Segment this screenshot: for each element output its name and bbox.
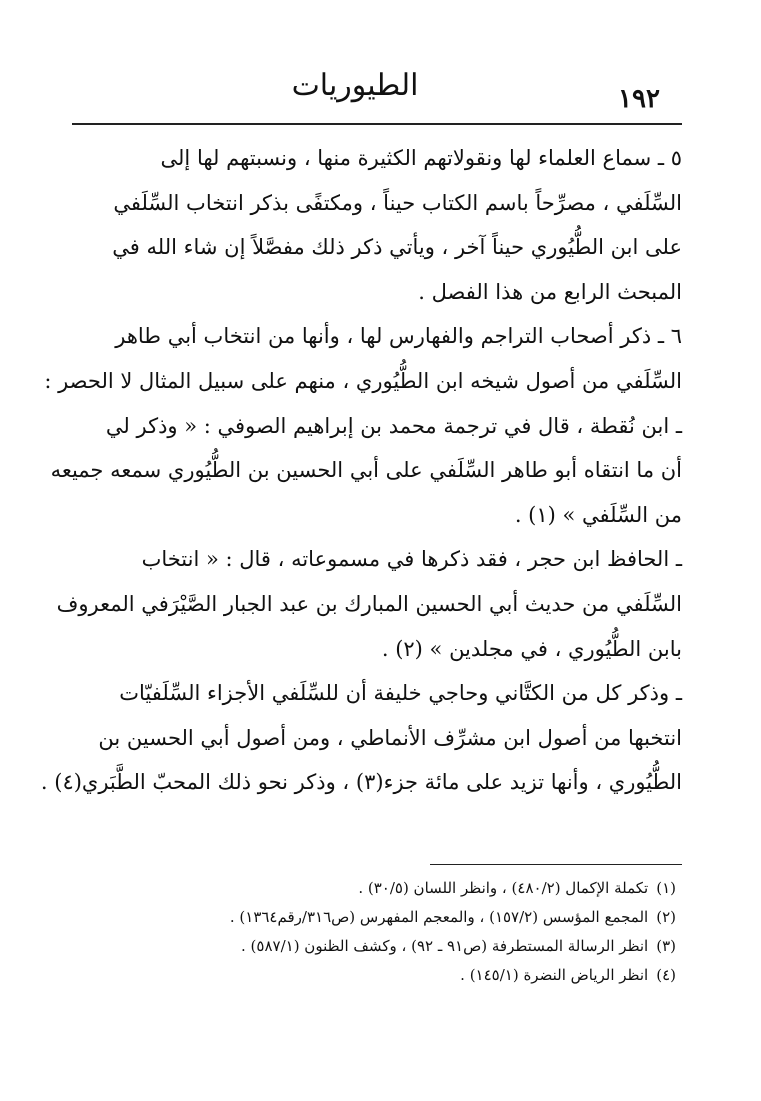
footnote-4 xyxy=(72,961,682,990)
text-line: السِّلَفي من حديث أبي الحسين المبارك بن عبد الجبار الصَّيْرَفي المعروف xyxy=(56,591,682,616)
text-line: ٥ ـ سماع العلماء لها ونقولاتهم الكثيرة منها ، ونسبتهم لها إلى xyxy=(160,146,682,170)
text-line: ـ وذكر كل من الكتَّاني وحاجي خليفة أن للسِّلَفي الأجزاء السِّلَفيّات xyxy=(119,681,682,706)
text-line: ـ الحافظ ابن حجر ، فقد ذكرها في مسموعاته ، قال : « انتخاب xyxy=(141,547,682,572)
text-line: الطُّيُوري ، وأنها تزيد على مائة جزء(٣) ، وذكر نحو ذلك المحبّ الطَّبَري(٤) . xyxy=(40,770,682,795)
text-line: على ابن الطُّيُوري حيناً آخر ، ويأتي ذكر ذلك مفصَّلاً إن شاء الله في xyxy=(112,235,682,260)
text-line: ـ ابن نُقطة ، قال في ترجمة محمد بن إبراهيم الصوفي : « وذكر لي xyxy=(105,413,682,438)
text-line: السِّلَفي ، مصرِّحاً باسم الكتاب حيناً ، ومكتفًى بذكر انتخاب السِّلَفي xyxy=(113,190,682,215)
header-divider xyxy=(72,123,682,125)
text-line: السِّلَفي من أصول شيخه ابن الطُّيُوري ، منهم على سبيل المثال لا الحصر : xyxy=(44,368,682,393)
footnote-divider xyxy=(430,864,682,865)
paragraph-5 xyxy=(72,136,682,314)
footnotes xyxy=(72,874,682,990)
page-number: ١٩٢ xyxy=(618,84,660,114)
running-header-title: الطيوريات xyxy=(291,68,419,103)
text-line: انتخبها من أصول ابن مشرِّف الأنماطي ، ومن أصول أبي الحسين بن xyxy=(98,725,682,750)
text-line: من السِّلَفي » (١) . xyxy=(514,502,682,527)
text-line: بابن الطُّيُوري ، في مجلدين » (٢) . xyxy=(381,636,682,661)
footnote-1 xyxy=(72,874,682,903)
footnote-number: (٣) xyxy=(656,937,676,955)
footnote-text: المجمع المؤسس (١٥٧/٢) ، والمعجم المفهرس (ص٣١٦/رقم١٣٦٤) . xyxy=(229,908,649,926)
footnote-text: تكملة الإكمال (٤٨٠/٢) ، وانظر اللسان (٣٠/٥) . xyxy=(358,879,649,897)
footnote-number: (٤) xyxy=(656,966,676,984)
paragraph-ibn-hajar xyxy=(56,537,682,671)
footnote-number: (٢) xyxy=(656,908,676,926)
text-line: ٦ ـ ذكر أصحاب التراجم والفهارس لها ، وأنها من انتخاب أبي طاهر xyxy=(115,324,682,349)
text-line: أن ما انتقاه أبو طاهر السِّلَفي على أبي الحسين بن الطُّيُوري سمعه جميعه xyxy=(50,458,682,483)
text-line: المبحث الرابع من هذا الفصل . xyxy=(418,279,682,304)
main-text xyxy=(40,136,682,805)
footnote-number: (١) xyxy=(656,879,676,897)
footnote-2 xyxy=(72,903,682,932)
paragraph-kattani xyxy=(40,671,682,805)
footnote-text: انظر الرياض النضرة (١٤٥/١) . xyxy=(460,966,649,984)
paragraph-ibn-nuqta xyxy=(50,404,682,538)
footnote-3 xyxy=(72,932,682,961)
paragraph-6 xyxy=(44,314,682,403)
footnote-text: انظر الرسالة المستطرفة (ص٩١ ـ ٩٢) ، وكشف الظنون (٥٨٧/١) . xyxy=(241,937,649,955)
